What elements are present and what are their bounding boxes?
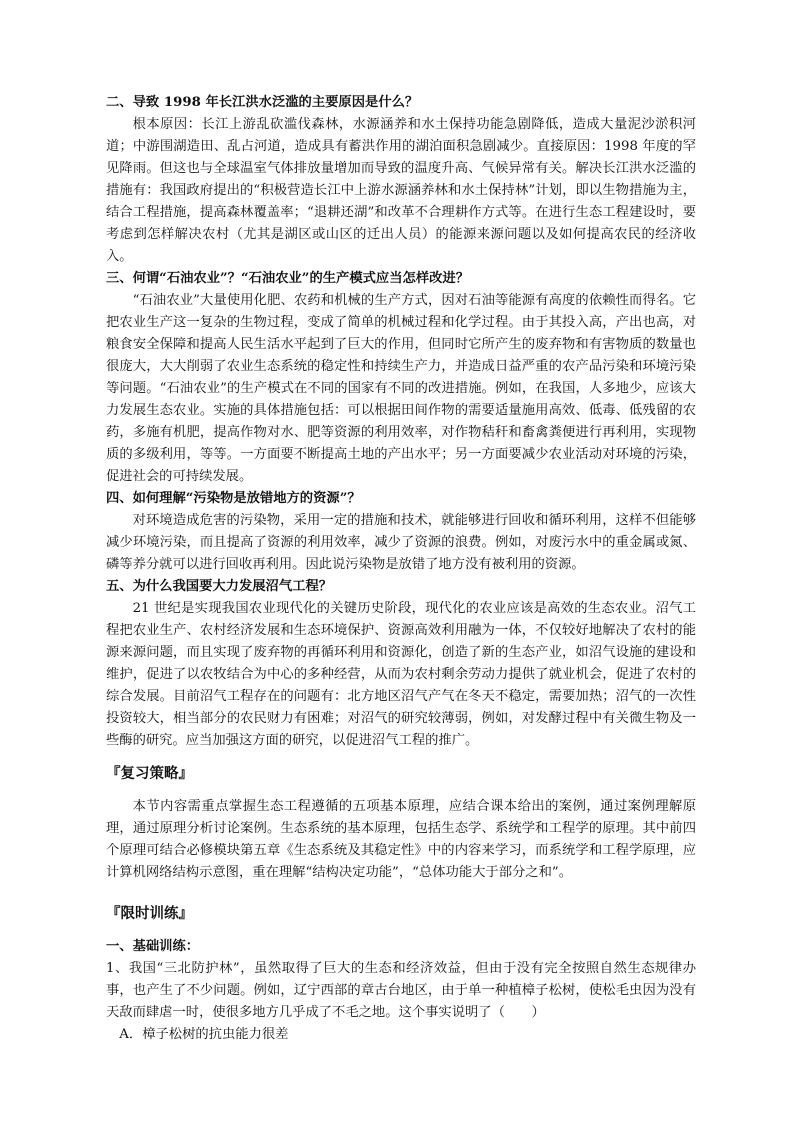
question-5-heading: 五、为什么我国要大力发展沼气工程？	[106, 579, 333, 594]
review-strategy-body: 本节内容需重点掌握生态工程遵循的五项基本原理，应结合课本给出的案例，通过案例理解原理，通过原理分析讨论案例。生态系统的基本原理，包括生态学、系统学和工程学的原理。其中前四个原理可结合必修模块第五章《生态系统及其稳定性》中的内容来学习，而系统学和工程学原理，应计算机网络结构示意图，重在理解“结构决定功能”，“总体功能大于部分之和”。	[106, 799, 696, 880]
question-2-heading: 二、导致 1998 年长江洪水泛滥的主要原因是什么？	[106, 95, 419, 110]
timed-drill-title: 『限时训练』	[106, 905, 193, 922]
question-3-answer: “石油农业”大量使用化肥、农药和机械的生产方式，因对石油等能源有高度的依赖性而得名。它把农业生产这一复杂的生物过程，变成了简单的机械过程和化学过程。由于其投入高，产出也高，对粮食安全保障和提高人民生活水平起到了巨大的作用，但同时它所产生的废弃物和有害物质的数量也很庞大，大大削弱了农业生态系统的稳定性和持续生产力，并造成日益严重的农产品污染和环境污染等问题。“石油农业”的生产模式在不同的国家有不同的改进措施。例如，在我国，人多地少，应该大力发展生态农业。实施的具体措施包括：可以根据田间作物的需要适量施用高效、低毒、低残留的农药，多施有机肥，提高作物对水、肥等资源的利用效率，对作物秸秆和畜禽粪便进行再利用，实现物质的多级利用，等等。一方面要不断提高土地的产出水平；另一方面要减少农业活动对环境的污染，促进社会的可持续发展。	[106, 293, 696, 484]
question-2-answer: 根本原因：长江上游乱砍滥伐森林，水源涵养和水土保持功能急剧降低，造成大量泥沙淤积河道；中游围湖造田、乱占河道，造成具有蓄洪作用的湖泊面积急剧减少。直接原因：1998 年度的罕见降雨。但这也与全球温室气体排放量增加而导致的温度升高、气候异常有关。解决长江洪水泛滥的措施有：我国政府提出的“积极营造长江中上游水源涵养林和水土保持林”计划，即以生物措施为主，结合工程措施，提高森林覆盖率；“退耕还湖”和改革不合理耕作方式等。在进行生态工程建设时，要考虑到怎样解决农村（尤其是湖区或山区的迁出人员）的能源来源问题以及如何提高农民的经济收入。	[106, 117, 696, 264]
question-5-answer: 21 世纪是实现我国农业现代化的关键历史阶段，现代化的农业应该是高效的生态农业。沼气工程把农业生产、农村经济发展和生态环境保护、资源高效利用融为一体，不仅较好地解决了农村的能源来源问题，而且实现了废弃物的再循环利用和资源化，创造了新的生态产业，如沼气设施的建设和维护，促进了以农牧结合为中心的多种经营，从而为农村剩余劳动力提供了就业机会，促进了农村的综合发展。目前沼气工程存在的问题有：北方地区沼气产气在冬天不稳定，需要加热；沼气的一次性投资较大，相当部分的农民财力有困难；对沼气的研究较薄弱，例如，对发酵过程中有关微生物及一些酶的研究。应当加强这方面的研究，以促进沼气工程的推广。	[106, 601, 696, 748]
question-4-answer: 对环境造成危害的污染物，采用一定的措施和技术，就能够进行回收和循环利用，这样不但能够减少环境污染，而且提高了资源的利用效率，减少了资源的浪费。例如，对废污水中的重金属或氮、磷等养分就可以进行回收再利用。因此说污染物是放错了地方没有被利用的资源。	[106, 513, 696, 572]
drill-question-1: 1、我国“三北防护林”，虽然取得了巨大的生态和经济效益，但由于没有完全按照自然生态规律办事，也产生了不少问题。例如，辽宁西部的章古台地区，由于单一种植樟子松树，使松毛虫因为没有天敌而肆虐一时，使很多地方几乎成了不毛之地。这个事实说明了（ ）	[106, 961, 696, 1020]
question-4-heading: 四、如何理解“污染物是放错地方的资源”？	[106, 491, 361, 506]
document-page	[106, 92, 696, 1046]
drill-question-1-option-a: A．樟子松树的抗虫能力很差	[119, 1027, 289, 1042]
question-3-heading: 三、何谓“石油农业”？“石油农业”的生产模式应当怎样改进？	[106, 271, 470, 286]
basic-training-heading: 一、基础训练：	[106, 939, 200, 954]
review-strategy-title: 『复习策略』	[106, 765, 193, 782]
